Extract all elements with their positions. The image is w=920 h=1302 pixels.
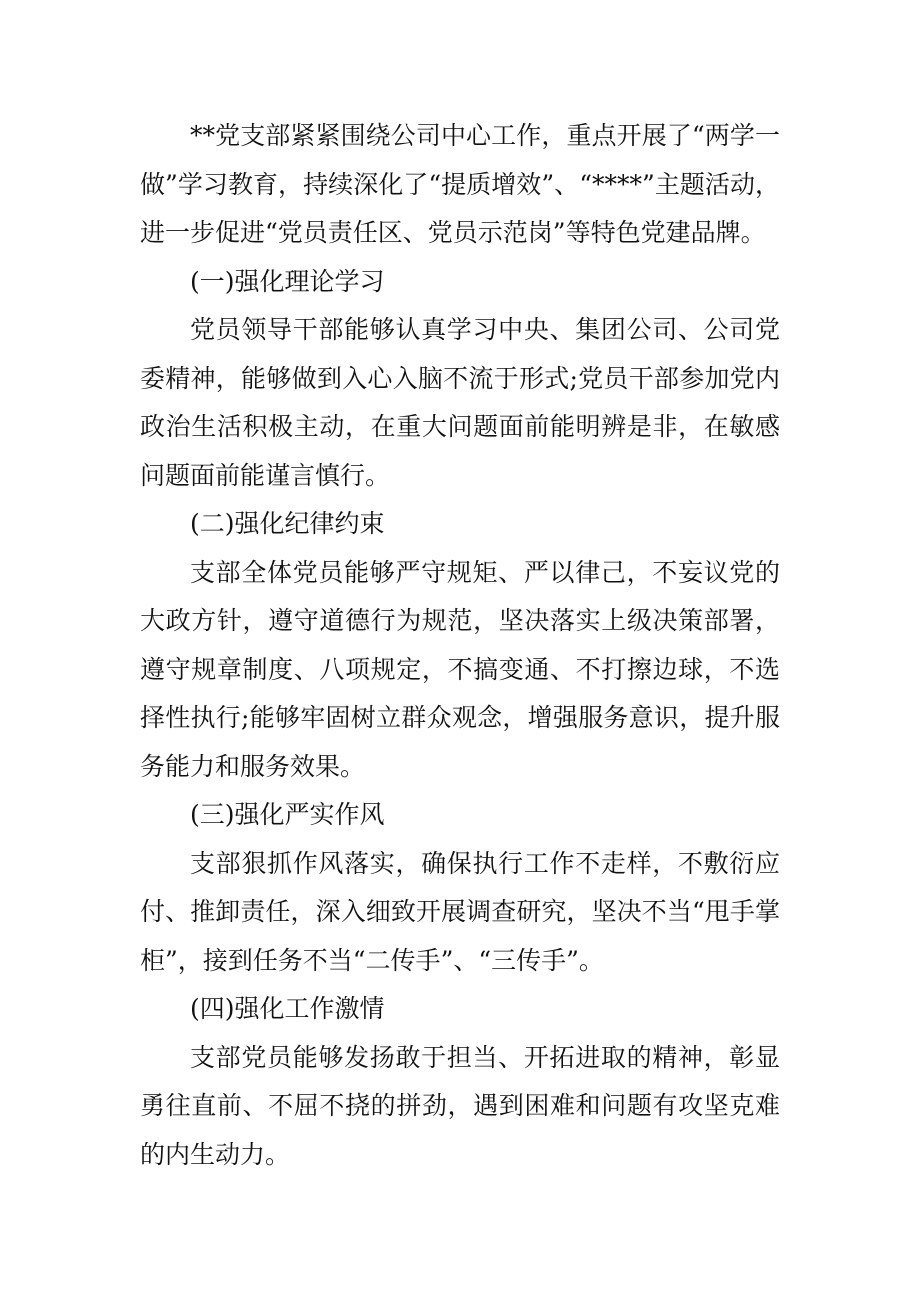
section-heading-1: (一)强化理论学习 <box>190 266 385 296</box>
section-body-3: 支部狠抓作风落实，确保执行工作不走样，不敷衍应付、推卸责任，深入细致开展调查研究，坚决不当“甩手掌柜”，接到任务不当“二传手”、“三传手”。 <box>140 848 780 975</box>
intro-paragraph: **党支部紧紧围绕公司中心工作，重点开展了“两学一做”学习教育，持续深化了“提质增效”、“****”主题活动，进一步促进“党员责任区、党员示范岗”等特色党建品牌。 <box>140 121 780 247</box>
section-heading-2: (二)强化纪律约束 <box>190 509 385 538</box>
section-body-1: 党员领导干部能够认真学习中央、集团公司、公司党委精神，能够做到入心入脑不流于形式;党员干部参加党内政治生活积极主动，在重大问题面前能明辨是非，在敏感问题面前能谨言慎行。 <box>140 315 780 490</box>
section-heading-4: (四)强化工作激情 <box>190 994 385 1023</box>
section-body-2: 支部全体党员能够严守规矩、严以律己，不妄议党的大政方针，遵守道德行为规范，坚决落实上级决策部署，遵守规章制度、八项规定，不搞变通、不打擦边球，不选择性执行;能够牢固树立群众观念，增强服务意识，提升服务能力和服务效果。 <box>140 557 780 781</box>
document-body <box>140 112 780 1179</box>
section-heading-3: (三)强化严实作风 <box>190 800 385 829</box>
section-body-4: 支部党员能够发扬敢于担当、开拓进取的精神，彰显勇往直前、不屈不挠的拼劲，遇到困难和问题有攻坚克难的内生动力。 <box>140 1042 780 1169</box>
